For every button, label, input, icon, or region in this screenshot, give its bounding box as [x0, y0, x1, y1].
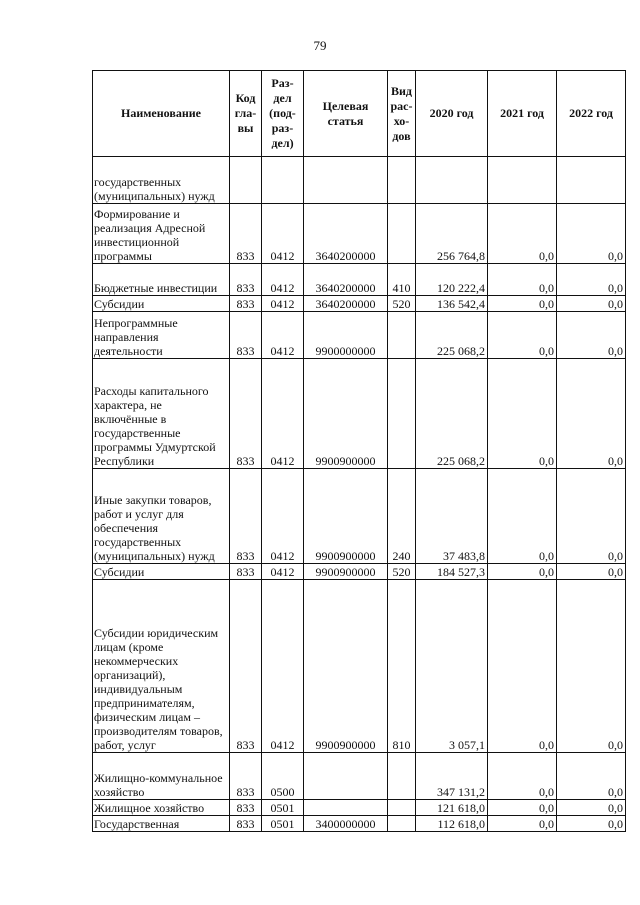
cell-target-article	[304, 753, 388, 800]
cell-target-article: 9900000000	[304, 312, 388, 359]
cell-section: 0412	[262, 296, 304, 312]
table-row	[93, 564, 626, 580]
cell-year-2022: 0,0	[557, 800, 626, 816]
cell-chapter-code: 833	[230, 312, 262, 359]
cell-name: Государственная	[93, 816, 230, 832]
header-year-2021: 2021 год	[488, 71, 557, 157]
cell-year-2021	[488, 157, 557, 204]
cell-chapter-code: 833	[230, 800, 262, 816]
table-row	[93, 312, 626, 359]
cell-chapter-code: 833	[230, 264, 262, 296]
cell-name: Иные закупки товаров, работ и услуг для обеспечения государственных (муниципальных) нужд	[93, 469, 230, 564]
cell-year-2020: 112 618,0	[416, 816, 488, 832]
cell-year-2020: 120 222,4	[416, 264, 488, 296]
cell-year-2022	[557, 157, 626, 204]
cell-section: 0412	[262, 204, 304, 264]
cell-year-2020: 225 068,2	[416, 359, 488, 469]
cell-name: Расходы капитального характера, не включённые в государственные программы Удмуртской Республики	[93, 359, 230, 469]
cell-name: Жилищно-коммунальное хозяйство	[93, 753, 230, 800]
header-expense-type: Вид рас-хо-дов	[388, 71, 416, 157]
cell-year-2022: 0,0	[557, 753, 626, 800]
cell-target-article: 9900900000	[304, 564, 388, 580]
cell-year-2021: 0,0	[488, 264, 557, 296]
cell-expense-type: 520	[388, 296, 416, 312]
cell-chapter-code: 833	[230, 753, 262, 800]
cell-section: 0412	[262, 264, 304, 296]
table-header-row	[93, 71, 626, 157]
cell-target-article: 3640200000	[304, 204, 388, 264]
budget-table	[92, 70, 626, 832]
cell-expense-type	[388, 157, 416, 204]
table-row	[93, 469, 626, 564]
header-chapter-code: Код гла-вы	[230, 71, 262, 157]
table-body	[93, 157, 626, 832]
table-row	[93, 359, 626, 469]
cell-expense-type: 410	[388, 264, 416, 296]
cell-section: 0500	[262, 753, 304, 800]
cell-section	[262, 157, 304, 204]
cell-year-2020: 184 527,3	[416, 564, 488, 580]
cell-expense-type	[388, 800, 416, 816]
cell-section: 0412	[262, 580, 304, 753]
cell-section: 0501	[262, 816, 304, 832]
table-row	[93, 264, 626, 296]
cell-year-2020: 3 057,1	[416, 580, 488, 753]
cell-name: Жилищное хозяйство	[93, 800, 230, 816]
cell-year-2020: 347 131,2	[416, 753, 488, 800]
cell-expense-type	[388, 204, 416, 264]
cell-name: Формирование и реализация Адресной инвестиционной программы	[93, 204, 230, 264]
cell-year-2022: 0,0	[557, 312, 626, 359]
cell-year-2022: 0,0	[557, 264, 626, 296]
cell-year-2020	[416, 157, 488, 204]
cell-target-article: 3640200000	[304, 264, 388, 296]
cell-section: 0412	[262, 469, 304, 564]
cell-year-2022: 0,0	[557, 816, 626, 832]
cell-name: Непрограммные направления деятельности	[93, 312, 230, 359]
cell-year-2020: 37 483,8	[416, 469, 488, 564]
cell-expense-type	[388, 753, 416, 800]
cell-name: государственных (муниципальных) нужд	[93, 157, 230, 204]
cell-chapter-code: 833	[230, 469, 262, 564]
cell-chapter-code: 833	[230, 580, 262, 753]
header-target-article: Целевая статья	[304, 71, 388, 157]
table-row	[93, 753, 626, 800]
cell-chapter-code: 833	[230, 204, 262, 264]
cell-chapter-code: 833	[230, 359, 262, 469]
cell-expense-type	[388, 359, 416, 469]
cell-chapter-code: 833	[230, 296, 262, 312]
cell-year-2021: 0,0	[488, 204, 557, 264]
cell-year-2020: 225 068,2	[416, 312, 488, 359]
cell-year-2020: 121 618,0	[416, 800, 488, 816]
table-row	[93, 296, 626, 312]
cell-year-2022: 0,0	[557, 204, 626, 264]
cell-year-2022: 0,0	[557, 359, 626, 469]
cell-expense-type: 520	[388, 564, 416, 580]
cell-name: Субсидии юридическим лицам (кроме некоммерческих организаций), индивидуальным предпринимателям, физическим лицам – производителям товаров, работ, услуг	[93, 580, 230, 753]
cell-target-article	[304, 800, 388, 816]
cell-chapter-code: 833	[230, 816, 262, 832]
header-name: Наименование	[93, 71, 230, 157]
cell-section: 0412	[262, 312, 304, 359]
page-number: 79	[313, 38, 327, 53]
cell-name: Субсидии	[93, 296, 230, 312]
cell-year-2021: 0,0	[488, 359, 557, 469]
header-year-2020: 2020 год	[416, 71, 488, 157]
cell-expense-type	[388, 312, 416, 359]
table-row	[93, 800, 626, 816]
cell-section: 0501	[262, 800, 304, 816]
cell-year-2021: 0,0	[488, 816, 557, 832]
cell-year-2021: 0,0	[488, 580, 557, 753]
table-row	[93, 204, 626, 264]
cell-target-article: 3640200000	[304, 296, 388, 312]
cell-section: 0412	[262, 359, 304, 469]
cell-name: Субсидии	[93, 564, 230, 580]
cell-name: Бюджетные инвестиции	[93, 264, 230, 296]
header-year-2022: 2022 год	[557, 71, 626, 157]
cell-expense-type	[388, 816, 416, 832]
cell-year-2021: 0,0	[488, 564, 557, 580]
header-section: Раз-дел (под-раз-дел)	[262, 71, 304, 157]
cell-chapter-code	[230, 157, 262, 204]
cell-year-2021: 0,0	[488, 296, 557, 312]
table-row	[93, 580, 626, 753]
cell-section: 0412	[262, 564, 304, 580]
cell-year-2020: 136 542,4	[416, 296, 488, 312]
cell-target-article: 3400000000	[304, 816, 388, 832]
cell-expense-type: 240	[388, 469, 416, 564]
cell-year-2022: 0,0	[557, 296, 626, 312]
cell-expense-type: 810	[388, 580, 416, 753]
cell-year-2022: 0,0	[557, 564, 626, 580]
table-row	[93, 816, 626, 832]
cell-year-2022: 0,0	[557, 469, 626, 564]
cell-target-article	[304, 157, 388, 204]
cell-year-2021: 0,0	[488, 753, 557, 800]
cell-year-2022: 0,0	[557, 580, 626, 753]
cell-chapter-code: 833	[230, 564, 262, 580]
cell-year-2021: 0,0	[488, 800, 557, 816]
cell-year-2021: 0,0	[488, 469, 557, 564]
cell-target-article: 9900900000	[304, 469, 388, 564]
cell-year-2021: 0,0	[488, 312, 557, 359]
cell-target-article: 9900900000	[304, 359, 388, 469]
cell-year-2020: 256 764,8	[416, 204, 488, 264]
cell-target-article: 9900900000	[304, 580, 388, 753]
table-row	[93, 157, 626, 204]
